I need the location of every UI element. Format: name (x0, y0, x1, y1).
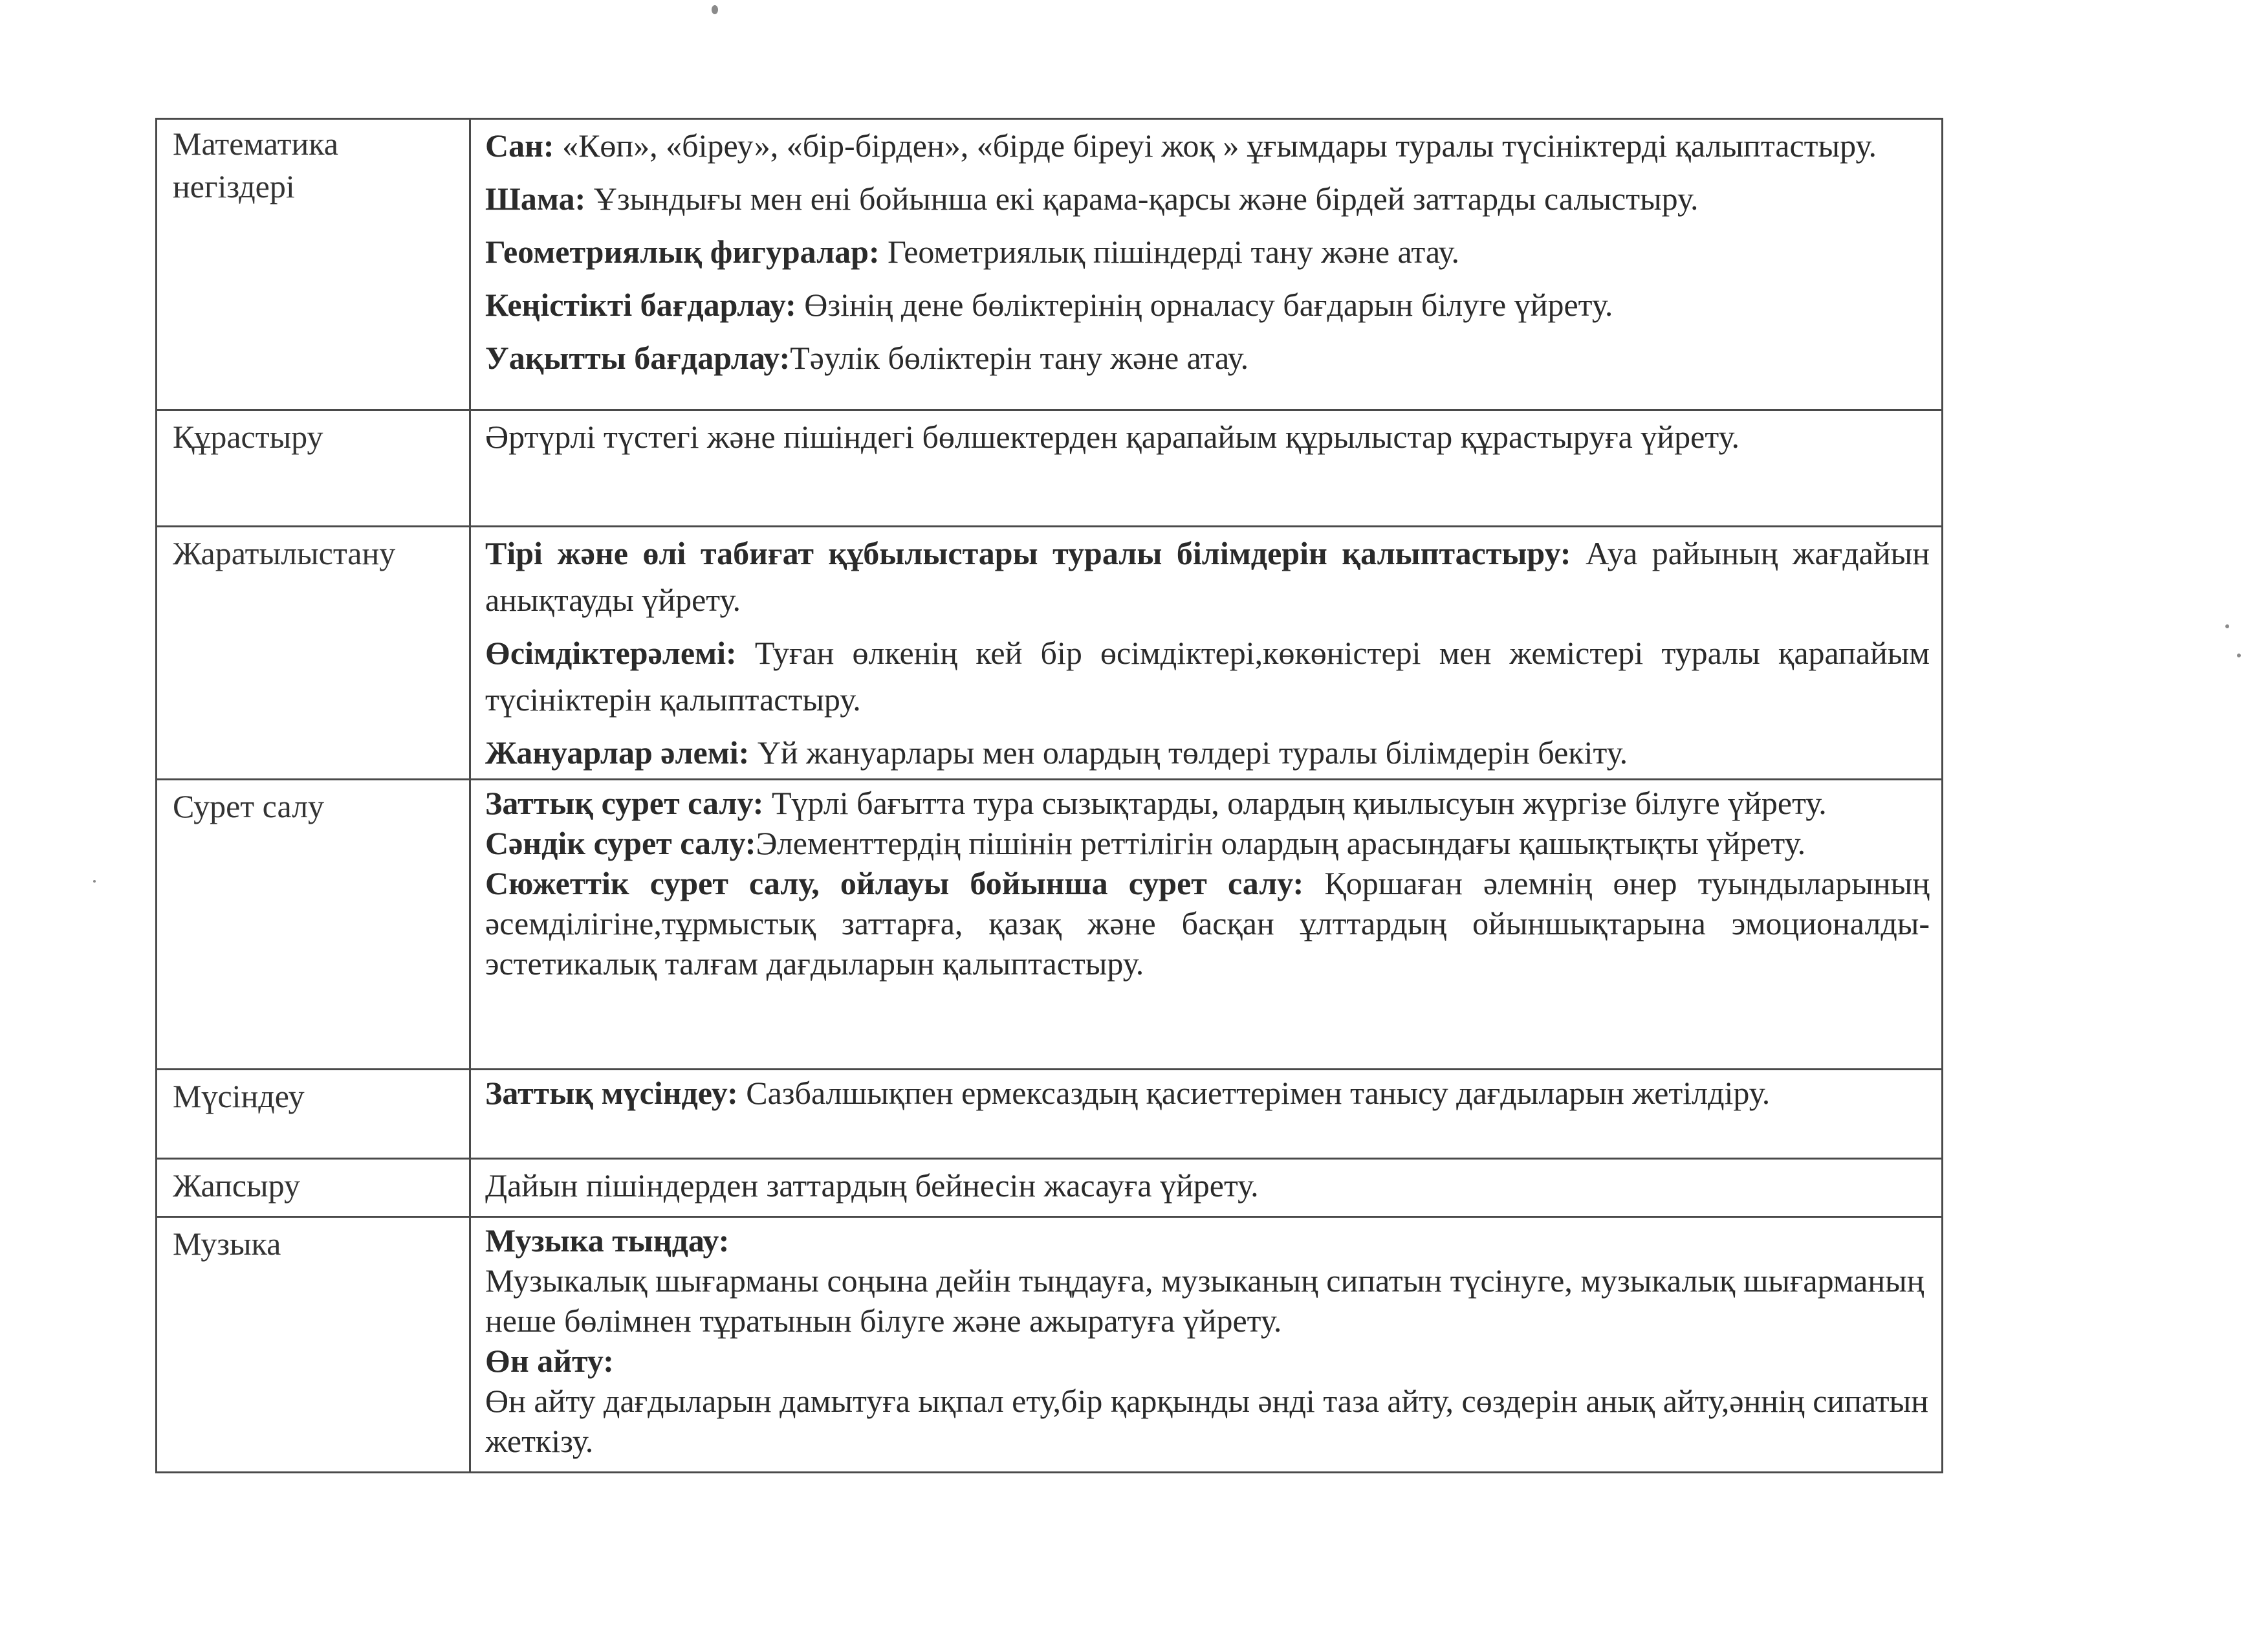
paragraph-label: Сан: (485, 127, 554, 164)
paragraph-label: Уақытты бағдарлау: (485, 340, 791, 376)
scan-speck (712, 5, 718, 14)
scan-speck (93, 880, 96, 883)
content-paragraph (485, 863, 1930, 984)
paragraph-text: Сазбалшықпен ермексаздың қасиеттерімен танысу дағдыларын жетілдіру. (737, 1075, 1771, 1111)
table-row (157, 119, 1943, 410)
content-paragraph (485, 1381, 1930, 1461)
paragraph-label: Сюжеттік сурет салу, ойлауы бойынша сурет салу: (485, 865, 1304, 901)
content-cell (470, 1159, 1943, 1217)
paragraph-text: «Көп», «біреу», «бір-бірден», «бірде біреуі жоқ » ұғымдары туралы түсініктерді қалыптастыру. (554, 127, 1877, 164)
paragraph-label: Шама: (485, 181, 586, 217)
paragraph-label: Сәндік сурет салу: (485, 825, 756, 861)
content-cell (470, 527, 1943, 780)
paragraph-text: Элементтердің пішінін реттілігін олардың арасындағы қашықтықты үйрету. (756, 825, 1806, 861)
content-cell (470, 1217, 1943, 1473)
paragraph-text: Тәулік бөліктерін тану және атау. (790, 340, 1249, 376)
subject-cell: Құрастыру (157, 410, 470, 527)
table-row (157, 1070, 1943, 1159)
paragraph-text: Әртүрлі түстегі және пішіндегі бөлшектерден қарапайым құрылыстар құрастыруға үйрету. (485, 419, 1740, 455)
table-row (157, 780, 1943, 1070)
content-paragraph (485, 783, 1930, 823)
content-paragraph (485, 1341, 1930, 1381)
curriculum-table (155, 118, 1943, 1473)
content-paragraph (485, 281, 1930, 328)
paragraph-label: Кеңістікті бағдарлау: (485, 287, 796, 323)
paragraph-text: Туған өлкенің кей бір өсімдіктері,көкөністері мен жемістері туралы қарапайым түсініктерін қалыптастыру. (485, 635, 1930, 718)
paragraph-text: Өн айту дағдыларын дамытуға ықпал ету,бір қарқынды әнді таза айту, сөздерін анық айту,әннің сипатын жеткізу. (485, 1383, 1929, 1459)
paragraph-text: Қоршаған әлемнің өнер туындыларының әсемділігіне,тұрмыстық заттарға, қазақ және басқан ұлттардың ойыншықтарына эмоционалды-эстетикалық талғам дағдыларын қалыптастыру. (485, 865, 1930, 982)
content-paragraph (485, 630, 1930, 723)
paragraph-text: Музыкалық шығарманы соңына дейін тыңдауға, музыканың сипатын түсінуге, музыкалық шығарманың неше бөлімнен тұратынын білуге және ажыратуға үйрету. (485, 1262, 1925, 1339)
subject-cell: Сурет салу (157, 780, 470, 1070)
table-row (157, 1159, 1943, 1217)
content-paragraph (485, 1260, 1930, 1341)
paragraph-text: Дайын пішіндерден заттардың бейнесін жасауға үйрету. (485, 1167, 1259, 1204)
content-paragraph (485, 335, 1930, 381)
paragraph-label: Жануарлар әлемі: (485, 734, 750, 771)
paragraph-label: Өн айту: (485, 1343, 614, 1379)
paragraph-label: Геометриялық фигуралар: (485, 234, 880, 270)
scan-speck (2237, 654, 2241, 657)
content-paragraph (485, 1073, 1930, 1113)
subject-cell: Мүсіндеу (157, 1070, 470, 1159)
paragraph-text: Өзінің дене бөліктерінің орналасу бағдарын білуге үйрету. (796, 287, 1613, 323)
paragraph-text: Үй жануарлары мен олардың төлдері туралы білімдерін бекіту. (749, 734, 1628, 771)
content-paragraph (485, 228, 1930, 275)
paragraph-text: Геометриялық пішіндерді тану және атау. (879, 234, 1460, 270)
content-cell (470, 780, 1943, 1070)
paragraph-label: Заттық сурет салу: (485, 785, 764, 821)
table-row (157, 1217, 1943, 1473)
content-cell (470, 410, 1943, 527)
paragraph-label: Өсімдіктерәлемі: (485, 635, 737, 671)
content-paragraph (485, 729, 1930, 776)
subject-cell: Математика негіздері (157, 119, 470, 410)
content-paragraph (485, 1162, 1930, 1209)
paragraph-label: Заттық мүсіндеу: (485, 1075, 738, 1111)
content-paragraph (485, 1220, 1930, 1260)
curriculum-table-wrapper (155, 118, 1943, 1473)
content-paragraph (485, 530, 1930, 623)
paragraph-label: Тірі және өлі табиғат құбылыстары туралы білімдерін қалыптастыру: (485, 535, 1571, 571)
content-paragraph (485, 413, 1930, 460)
table-row (157, 410, 1943, 527)
subject-cell: Жапсыру (157, 1159, 470, 1217)
scan-speck (2225, 624, 2229, 628)
content-paragraph (485, 823, 1930, 863)
subject-cell: Жаратылыстану (157, 527, 470, 780)
subject-cell: Музыка (157, 1217, 470, 1473)
content-cell (470, 1070, 1943, 1159)
paragraph-text: Ауа райының жағдайын анықтауды үйрету. (485, 535, 1930, 618)
paragraph-text: Түрлі бағытта тура сызықтарды, олардың қиылысуын жүргізе білуге үйрету. (763, 785, 1827, 821)
content-paragraph (485, 122, 1930, 169)
content-paragraph (485, 175, 1930, 222)
content-cell (470, 119, 1943, 410)
table-row (157, 527, 1943, 780)
paragraph-text: Ұзындығы мен ені бойынша екі қарама-қарсы және бірдей заттарды салыстыру. (585, 181, 1699, 217)
paragraph-label: Музыка тыңдау: (485, 1222, 730, 1259)
